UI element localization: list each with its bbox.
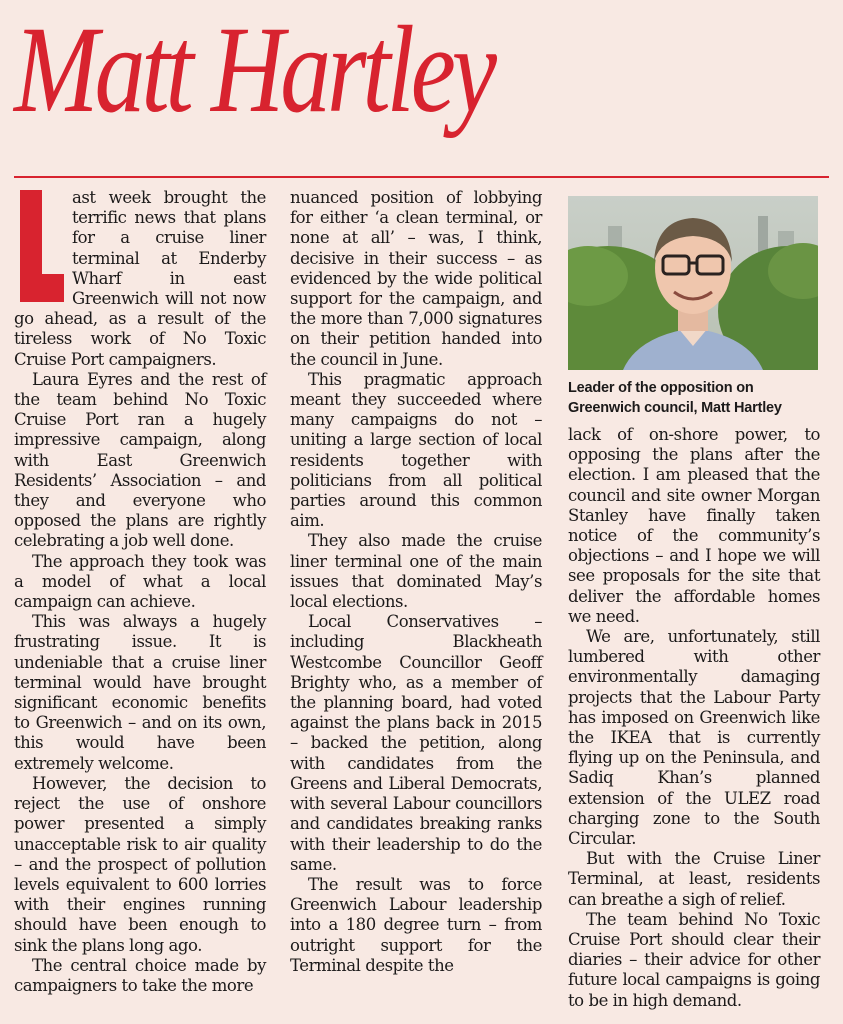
paragraph: But with the Cruise Liner Terminal, at least, residents can breathe a sigh of relief.	[568, 849, 820, 909]
article-column-3	[568, 186, 820, 1011]
paragraph: We are, unfortunately, still lumbered with other environmentally damaging projects that the Labour Party has imposed on Greenwich like the IKEA that is currently flying up on the Peninsula, and Sadiq Khan’s planned extension of the ULEZ road charging zone to the South Circular.	[568, 627, 820, 849]
portrait-image	[568, 196, 818, 370]
paragraph: They also made the cruise liner terminal one of the main issues that dominated May’s local elections.	[290, 531, 542, 612]
article-column-1	[14, 188, 266, 996]
paragraph: Local Conservatives – including Blackheath Westcombe Councillor Geoff Brighty who, as a member of the planning board, had voted against the plans back in 2015 – backed the petition, along with candidates from the Greens and Liberal Democrats, with several Labour councillors and candidates breaking ranks with their leadership to do the same.	[290, 612, 542, 874]
paragraph: nuanced position of lobbying for either ‘a clean terminal, or none at all’ – was, I think, decisive in their success – as evidenced by the wide political support for the campaign, and the more than 7,000 signatures on their petition handed into the council in June.	[290, 188, 542, 369]
columnist-name-headline: Matt Hartley	[14, 1, 493, 138]
paragraph: ast week brought the terrific news that plans for a cruise liner terminal at Enderby Wharf in east Greenwich will not now go ahead, as a result of the tireless work of No Toxic Cruise Port campaigners.	[14, 188, 266, 369]
header-rule	[14, 176, 829, 178]
paragraph: lack of on-shore power, to opposing the plans after the election. I am pleased that the council and site owner Morgan Stanley have finally taken notice of the community’s objections – and I hope we will see proposals for the site that deliver the affordable homes we need.	[568, 425, 820, 626]
paragraph: The approach they took was a model of what a local campaign can achieve.	[14, 551, 266, 612]
paragraph: This was always a hugely frustrating issue. It is undeniable that a cruise liner terminal would have brought significant economic benefits to Greenwich – and on its own, this would have been extremely welcome.	[14, 612, 266, 773]
paragraph: The result was to force Greenwich Labour leadership into a 180 degree turn – from outright support for the Terminal despite the	[290, 874, 542, 975]
author-photo	[568, 196, 818, 370]
paragraph: Laura Eyres and the rest of the team behind No Toxic Cruise Port ran a hugely impressive campaign, along with East Greenwich Residents’ Association – and they and everyone who opposed the plans are rightly celebrating a job well done.	[14, 369, 266, 551]
paragraph: This pragmatic approach meant they succeeded where many campaigns do not – uniting a large section of local residents together with politicians from all political parties around this common aim.	[290, 369, 542, 531]
photo-caption: Leader of the opposition on Greenwich council, Matt Hartley	[568, 380, 782, 416]
paragraph: The team behind No Toxic Cruise Port should clear their diaries – their advice for other future local campaigns is going to be in high demand.	[568, 909, 820, 1010]
article-column-2	[290, 188, 542, 976]
paragraph: The central choice made by campaigners to take the more	[14, 955, 266, 995]
paragraph: However, the decision to reject the use of onshore power presented a simply unacceptable risk to air quality – and the prospect of pollution levels equivalent to 600 lorries with their engines running should have been enough to sink the plans long ago.	[14, 773, 266, 955]
drop-cap	[14, 190, 64, 302]
